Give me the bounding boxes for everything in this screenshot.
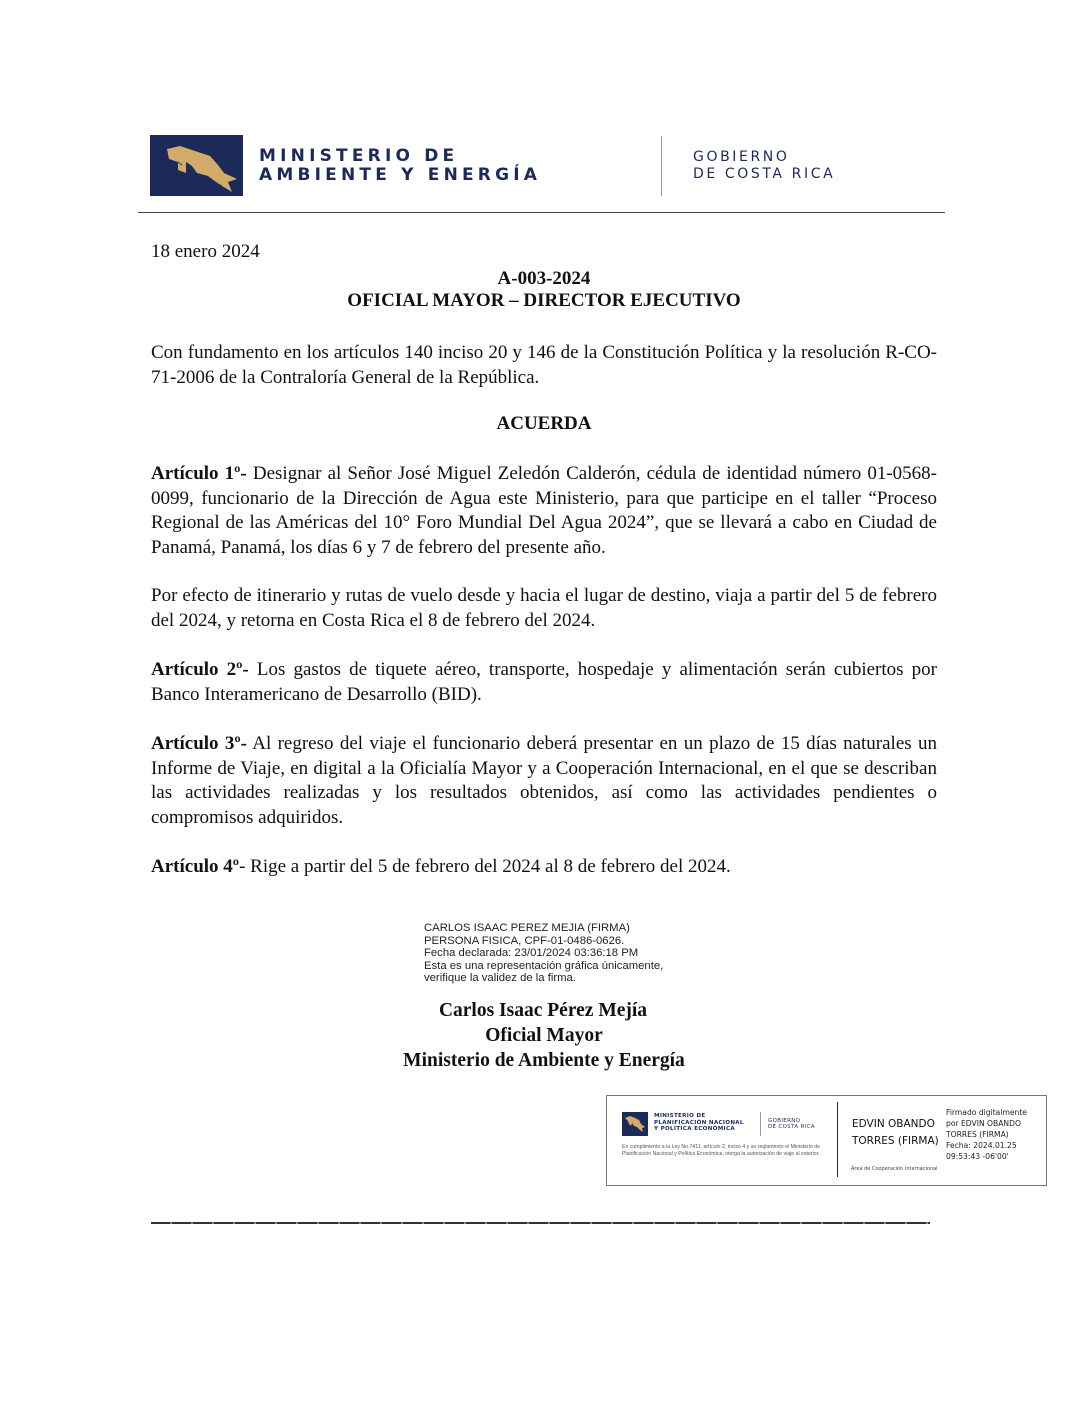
digital-signature-line: Fecha declarada: 23/01/2024 03:36:18 PM: [424, 947, 639, 960]
ministry-name: [259, 147, 541, 185]
stamp-legal-text: En cumplimiento a la Ley No.7411, artículo 2, inciso 4 y su reglamento el Ministerio de Planificación Nacional y Política Económica, otorga la autorización de viaje al exterior.: [622, 1144, 820, 1157]
footer-rule: [151, 1222, 930, 1224]
stamp-signer-line: EDVIN OBANDO: [852, 1118, 935, 1130]
document-number: A-003-2024: [497, 268, 591, 289]
acuerda-heading: ACUERDA: [496, 413, 592, 434]
stamp-ministry-line: Y POLÍTICA ECONÓMICA: [654, 1126, 735, 1133]
stamp-divider: [837, 1102, 838, 1177]
stamp-ministry-line: MINISTERIO DE: [654, 1113, 706, 1119]
digital-signature-block: [424, 922, 663, 985]
stamp-signature-details: [946, 1107, 1027, 1162]
article-label: Artículo 2º-: [151, 659, 249, 680]
stamp-signed-line: Firmado digitalmente: [946, 1108, 1027, 1117]
itinerary-paragraph: Por efecto de itinerario y rutas de vuelo desde y hacia el lugar de destino, viaja a partir del 5 de febrero del 2024, y retorna en Costa Rica el 8 de febrero del 2024.: [151, 585, 937, 631]
digital-signature-line: PERSONA FISICA, CPF-01-0486-0626.: [424, 934, 625, 947]
stamp-signer-line: TORRES (FIRMA): [852, 1135, 939, 1147]
signatory-name: Carlos Isaac Pérez Mejía: [438, 1000, 648, 1021]
government-name-line-2: DE COSTA RICA: [693, 166, 836, 182]
article-4: [151, 855, 937, 880]
digital-signature-line: verifique la validez de la firma.: [424, 972, 576, 985]
ministry-logo: [150, 135, 243, 196]
stamp-signer-name: [852, 1116, 939, 1150]
signatory-organization: Ministerio de Ambiente y Energía: [403, 1050, 685, 1071]
document-date: 18 enero 2024: [151, 241, 260, 262]
costa-rica-map-icon: [150, 135, 243, 196]
ministry-name-line-1: MINISTERIO DE: [259, 146, 459, 166]
digital-signature-line: Esta es una representación gráfica únicamente,: [424, 959, 664, 972]
government-name: [693, 149, 835, 183]
header-divider: [661, 136, 662, 196]
stamp-signed-line: 09:53:43 -06'00': [946, 1152, 1009, 1161]
article-text: Designar al Señor José Miguel Zeledón Calderón, cédula de identidad número 01-0568-0099, funcionario de la Dirección de Agua este Ministerio, para que participe en el taller “Proceso Regional de las Américas del 10° Foro Mundial Del Agua 2024”, que se llevará a cabo en Ciudad de Panamá, Panamá, los días 6 y 7 de febrero del presente año.: [151, 463, 937, 558]
mideplan-logo: [622, 1112, 648, 1136]
government-name-line-1: GOBIERNO: [693, 149, 790, 165]
stamp-ministry-name: [654, 1113, 744, 1133]
article-text: Los gastos de tiquete aéreo, transporte, hospedaje y alimentación serán cubiertos por Banco Interamericano de Desarrollo (BID).: [151, 659, 937, 705]
stamp-area-name: Área de Cooperación Internacional: [851, 1166, 938, 1172]
ministry-name-line-2: AMBIENTE Y ENERGÍA: [259, 165, 542, 185]
mideplan-authorization-stamp: [606, 1095, 1047, 1186]
article-3: [151, 732, 937, 830]
article-label: Artículo 1º-: [151, 463, 247, 484]
stamp-government-name: [768, 1118, 815, 1131]
costa-rica-map-icon: [622, 1112, 648, 1136]
stamp-signed-line: por EDVIN OBANDO: [946, 1119, 1021, 1128]
article-2: [151, 658, 937, 707]
stamp-signed-line: Fecha: 2024.01.25: [946, 1141, 1017, 1150]
stamp-gov-line: DE COSTA RICA: [768, 1124, 815, 1131]
stamp-signed-line: TORRES (FIRMA): [946, 1130, 1009, 1139]
article-label: Artículo 3º-: [151, 733, 247, 754]
article-1: [151, 462, 937, 560]
document-title: OFICIAL MAYOR – DIRECTOR EJECUTIVO: [347, 290, 741, 311]
article-text: - Rige a partir del 5 de febrero del 2024 al 8 de febrero del 2024.: [239, 856, 731, 877]
signatory-role: Oficial Mayor: [485, 1025, 603, 1046]
stamp-ministry-line: PLANIFICACIÓN NACIONAL: [654, 1119, 744, 1126]
stamp-logo-divider: [760, 1112, 761, 1136]
digital-signature-line: CARLOS ISAAC PEREZ MEJIA (FIRMA): [424, 922, 630, 934]
article-text: Al regreso del viaje el funcionario deberá presentar en un plazo de 15 días naturales un Informe de Viaje, en digital a la Oficialía Mayor y a Cooperación Internacional, en el que se describan las actividades realizadas y los resultados obtenidos, así como las actividades pendientes o compromisos adquiridos.: [151, 733, 937, 828]
article-label: Artículo 4º: [151, 856, 240, 877]
intro-paragraph: Con fundamento en los artículos 140 inciso 20 y 146 de la Constitución Política y la resolución R-CO-71-2006 de la Contraloría General de la República.: [151, 342, 937, 388]
stamp-gov-line: GOBIERNO: [768, 1118, 801, 1124]
header-rule: [138, 212, 945, 213]
